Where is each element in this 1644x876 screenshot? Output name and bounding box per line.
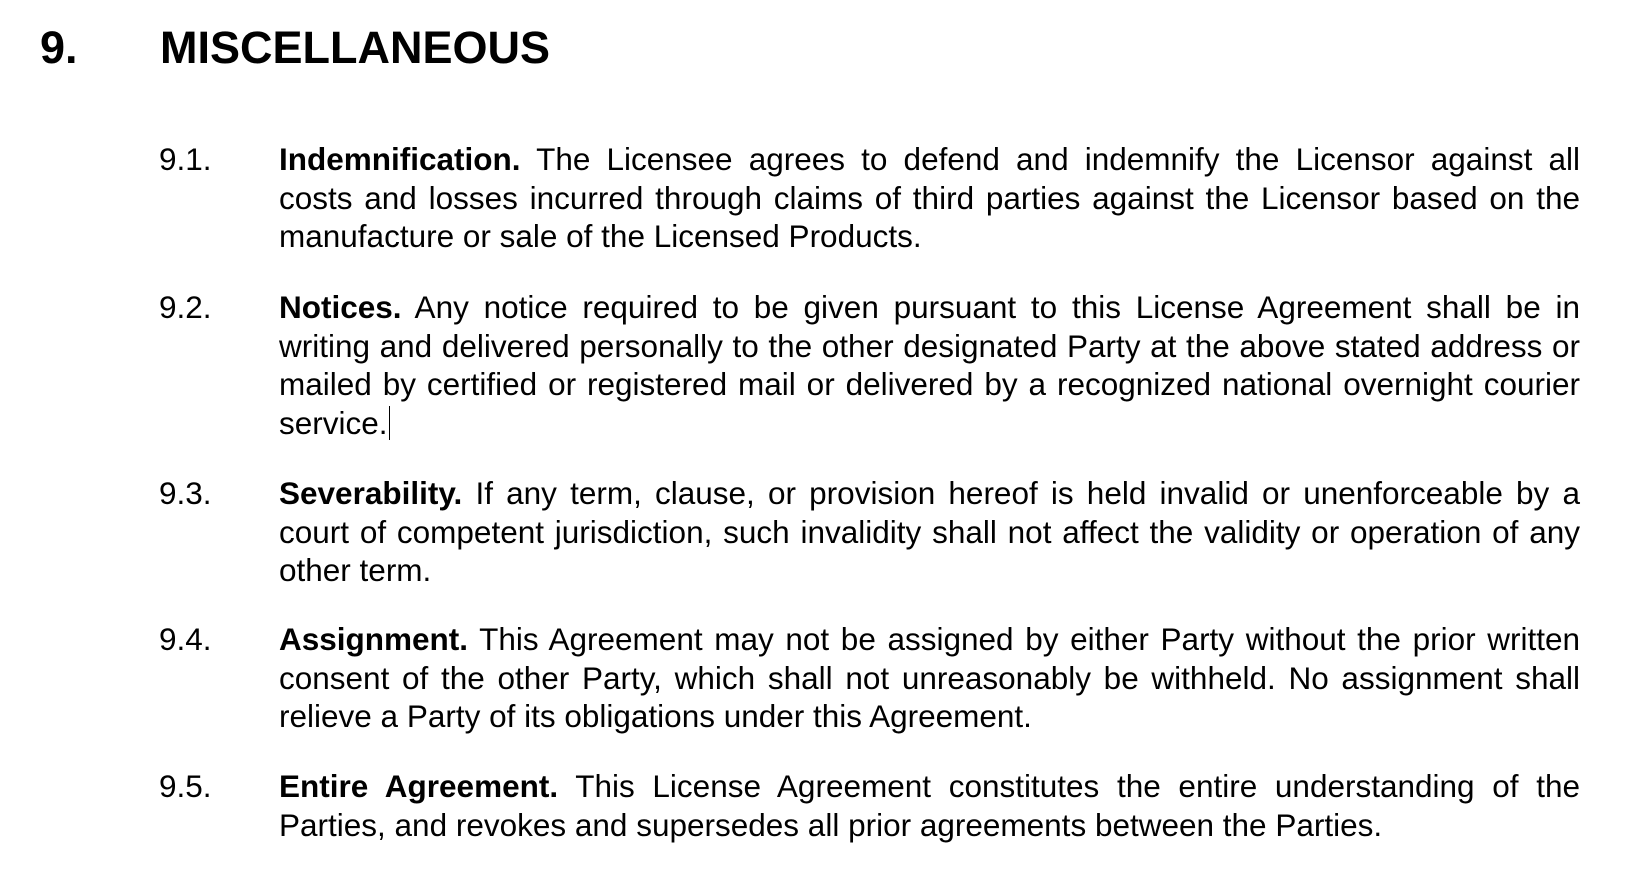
clause-title: Entire Agreement.: [279, 768, 559, 804]
clause-number: 9.4.: [159, 621, 212, 657]
clause-title: Indemnification.: [279, 141, 521, 177]
clause-severability: [159, 474, 1580, 590]
section-title: MISCELLANEOUS: [160, 22, 551, 73]
clause-entire-agreement: [159, 767, 1580, 844]
clause-assignment: [159, 620, 1580, 736]
text-cursor: [389, 406, 391, 440]
clause-title: Severability.: [279, 475, 463, 511]
clause-number: 9.2.: [159, 289, 212, 325]
section-number: 9.: [40, 22, 78, 73]
clause-body: [279, 620, 1580, 736]
clause-number: 9.3.: [159, 475, 212, 511]
clause-body: [279, 140, 1580, 256]
clause-body: [279, 767, 1580, 844]
clause-indemnification: [159, 140, 1580, 256]
clause-title: Notices.: [279, 289, 402, 325]
clause-title: Assignment.: [279, 621, 469, 657]
clause-text: The Licensee agrees to defend and indemnify the Licensor against all costs and losses incurred through claims of third parties against the Licensor based on the manufacture or sale of the Licensed Products.: [279, 141, 1580, 254]
clause-text: This License Agreement constitutes the entire understanding of the Parties, and revokes and supersedes all prior agreements between the Parties.: [279, 768, 1580, 843]
clause-text: Any notice required to be given pursuant to this License Agreement shall be in writing and delivered personally to the other designated Party at the above stated address or mailed by certified or registered mail or delivered by a recognized national overnight courier service.: [279, 289, 1580, 441]
clause-body: [279, 288, 1580, 442]
clause-text: This Agreement may not be assigned by either Party without the prior written consent of the other Party, which shall not unreasonably be withheld. No assignment shall relieve a Party of its obligations under this Agreement.: [279, 621, 1580, 734]
clause-body: [279, 474, 1580, 590]
clause-text: If any term, clause, or provision hereof is held invalid or unenforceable by a court of competent jurisdiction, such invalidity shall not affect the validity or operation of any other term.: [279, 475, 1580, 588]
clause-notices: [159, 288, 1580, 442]
clause-number: 9.5.: [159, 768, 212, 804]
clause-number: 9.1.: [159, 141, 212, 177]
section-heading: [40, 22, 550, 74]
